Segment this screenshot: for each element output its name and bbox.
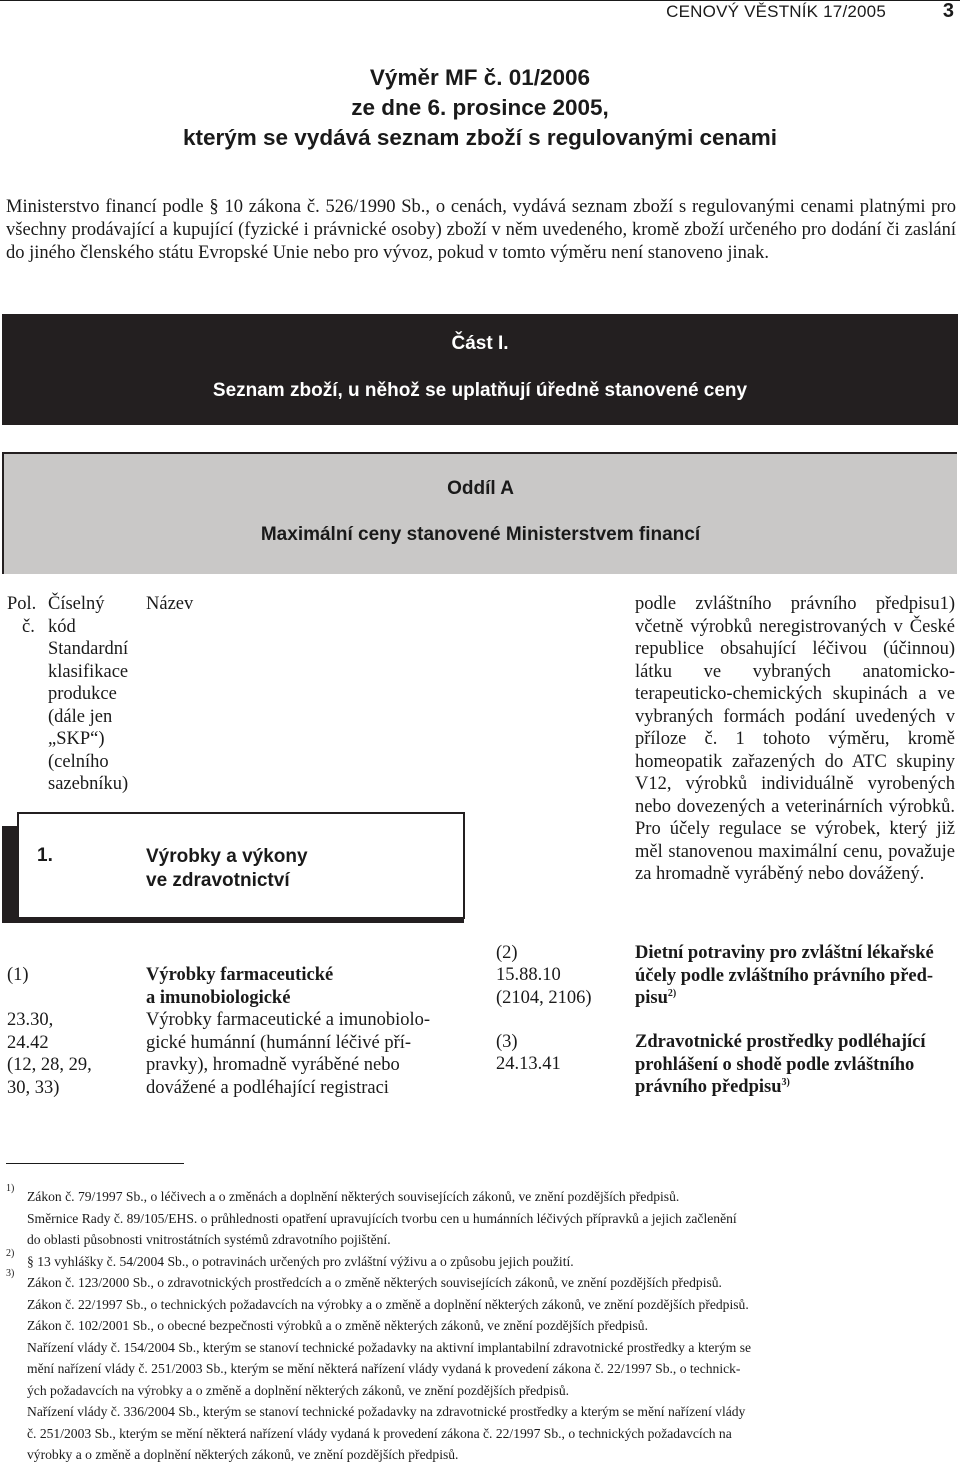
section-label: Oddíl A xyxy=(447,478,514,499)
column-head-pol-line: Pol. xyxy=(7,594,37,614)
chapter-title-line: Výrobky a výkony xyxy=(146,846,308,867)
item2-code-detail: (2104, 2106) xyxy=(496,988,592,1008)
item1-codes xyxy=(7,1009,92,1099)
footnotes xyxy=(27,1186,957,1466)
footnote-line: Zákon č. 123/2000 Sb., o zdravotnických prostředcích a o změně některých souvisejících zákonů, ve znění pozdějších předpisů. xyxy=(27,1275,722,1290)
item1-code-line: 30, 33) xyxy=(7,1077,60,1098)
column-head-pol-line: č. xyxy=(22,616,35,637)
decree-title-line3: kterým se vydává seznam zboží s regulovanými cenami xyxy=(182,125,778,150)
item2-title-line: účely podle zvláštního právního před- xyxy=(635,965,934,986)
item3-code: 24.13.41 xyxy=(496,1054,561,1074)
footnote-line: Nařízení vlády č. 154/2004 Sb., kterým se stanoví technické požadavky na aktivní implantabilní zdravotnické prostředky a kterým se xyxy=(27,1339,752,1355)
item1-number: (1) xyxy=(7,965,29,985)
footnote-rule xyxy=(6,1163,184,1164)
item1-title xyxy=(146,964,333,1009)
item2-title xyxy=(635,942,957,1010)
item3-title-line: právního předpisu xyxy=(635,1077,782,1097)
item2-code: 15.88.10 xyxy=(496,965,561,985)
item1-description xyxy=(146,1009,466,1099)
page-number: 3 xyxy=(942,0,954,22)
footnote-line: mění nařízení vlády č. 251/2003 Sb., kterým se mění některá nařízení vlády vydaná k provedení zákona č. 22/1997 Sb., o technick- xyxy=(27,1361,741,1376)
decree-title-line2: ze dne 6. prosince 2005, xyxy=(351,95,609,120)
intro-paragraph: Ministerstvo financí podle § 10 zákona č. 526/1990 Sb., o cenách, vydává seznam zboží s regulovanými cenami platnými pro všechny prodávající a kupující (fyzické i právnické osoby) zboží v něm uvedeného, kromě zboží určeného pro dodání či zaslání do jiného členského státu Evropské Unie nebo pro vývoz, pokud v tomto výměru není stanoveno jinak. xyxy=(6,197,956,263)
chapter-title xyxy=(146,845,308,893)
item1-title-line: a imunobiologické xyxy=(146,987,291,1008)
part-banner xyxy=(2,314,958,425)
column-head-pol xyxy=(7,593,36,638)
footnote-line: § 13 vyhlášky č. 54/2004 Sb., o potravinách určených pro zvláštní výživu a o způsobu jejich použití. xyxy=(27,1253,574,1269)
footnote-line: ých požadavcích na výrobky a o změně a doplnění některých zákonů, ve znění pozdějších předpisů. xyxy=(27,1382,570,1398)
column-head-code-line: produkce xyxy=(48,684,117,704)
footnote-line: č. 251/2003 Sb., kterým se mění některá nařízení vlády vydaná k provedení zákona č. 22/1997 Sb., o technických požadavcích na xyxy=(27,1425,732,1441)
column-head-code-line: „SKP“) xyxy=(48,729,105,749)
column-head-code-line: sazebníku) xyxy=(48,774,129,794)
footnote-mark-1: 1) xyxy=(6,1183,15,1194)
header-rule xyxy=(0,0,960,1)
footnote-line: Zákon č. 79/1997 Sb., o léčivech a o změnách a doplnění některých souvisejících zákonů, ve znění pozdějších předpisů. xyxy=(27,1189,680,1204)
column-head-name: Název xyxy=(146,594,194,614)
footnote-line: do oblasti působnosti vnitrostátních systémů zdravotního pojištění. xyxy=(27,1232,391,1247)
item1-title-line: Výrobky farmaceutické xyxy=(146,965,334,985)
part-title: Seznam zboží, u něhož se uplatňují úředně stanovené ceny xyxy=(212,380,748,401)
footnote-mark-3: 3) xyxy=(6,1268,15,1279)
footnote-line: Směrnice Rady č. 89/105/EHS. o průhlednosti opatření upravujících tvorbu cen u humánních léčivých přípravků a jejich začlenění xyxy=(27,1210,737,1226)
footnote-ref-2: 2) xyxy=(667,987,677,999)
footnote-line: Zákon č. 102/2001 Sb., o obecné bezpečnosti výrobků a o změně některých zákonů, ve znění pozdějších předpisů. xyxy=(27,1318,648,1333)
decree-title-line1: Výměr MF č. 01/2006 xyxy=(369,65,591,90)
column-head-code-line: klasifikace xyxy=(48,661,129,682)
item2-number: (2) xyxy=(496,943,518,963)
section-title: Maximální ceny stanovené Ministerstvem financí xyxy=(260,524,701,545)
item1-code-line: 24.42 xyxy=(7,1032,49,1053)
column-head-code-line: (celního xyxy=(48,751,109,772)
column-head-code-line: Standardní xyxy=(48,639,129,659)
column-head-code-line: (dále jen xyxy=(48,706,113,727)
item3-title-line: Zdravotnické prostředky podléhající xyxy=(635,1032,926,1052)
item1-code-line: (12, 28, 29, xyxy=(7,1055,92,1075)
journal-title: CENOVÝ VĚSTNÍK 17/2005 xyxy=(666,2,886,21)
footnote-line: Nařízení vlády č. 336/2004 Sb., kterým se stanoví technické požadavky na zdravotnické prostředky a kterým se mění nařízení vlády xyxy=(27,1404,746,1419)
item1-description-continued: podle zvláštního právního předpisu1) včetně výrobků neregistrovaných v České republice obsahující léčivou (účinnou) látku ve vybraných anatomicko-terapeuticko-chemických skupinách a ve vybraných formách podání uvedených v příloze č. 1 tohoto výměru, kromě homeopatik zařazených do ATC skupiny V12, výrobků individuálně vyrobených nebo dovezených a veterinárních výrobků. Pro účely regulace se výrobek, který již měl stanovenou maximální cenu, považuje za hromadně vyráběný nebo dovážený. xyxy=(635,594,955,884)
column-head-code-line: Číselný xyxy=(48,594,105,614)
column-head-code xyxy=(48,593,128,796)
item1-desc-line: dovážené a podléhající registraci xyxy=(146,1077,389,1098)
footnote-ref-3: 3) xyxy=(781,1076,790,1088)
item2-title-line: Dietní potraviny pro zvláštní lékařské xyxy=(635,943,934,963)
part-label: Část I. xyxy=(451,333,509,354)
footnote-line: výrobky a o změně a doplnění některých zákonů, ve znění pozdějších předpisů. xyxy=(27,1447,459,1462)
item1-code-line: 23.30, xyxy=(7,1010,54,1030)
section-banner xyxy=(2,452,957,574)
column-head-code-line: kód xyxy=(48,616,76,637)
item2-title-line: pisu xyxy=(635,988,668,1008)
item1-desc-line: pravky), hromadně vyráběné nebo xyxy=(146,1055,400,1075)
footnote-mark-2: 2) xyxy=(6,1248,15,1259)
item3-number: (3) xyxy=(496,1032,518,1052)
item1-desc-line: gické humánní (humánní léčivé pří- xyxy=(146,1032,412,1053)
footnote-line: Zákon č. 22/1997 Sb., o technických požadavcích na výrobky a o změně a doplnění některých zákonů, ve znění pozdějších předpisů. xyxy=(27,1296,749,1312)
item3-title-line: prohlášení o shodě podle zvláštního xyxy=(635,1054,915,1075)
chapter-title-line: ve zdravotnictví xyxy=(146,870,290,891)
chapter-number: 1. xyxy=(37,845,53,866)
item1-desc-line: Výrobky farmaceutické a imunobiolo- xyxy=(146,1010,431,1030)
item3-title xyxy=(635,1031,957,1099)
